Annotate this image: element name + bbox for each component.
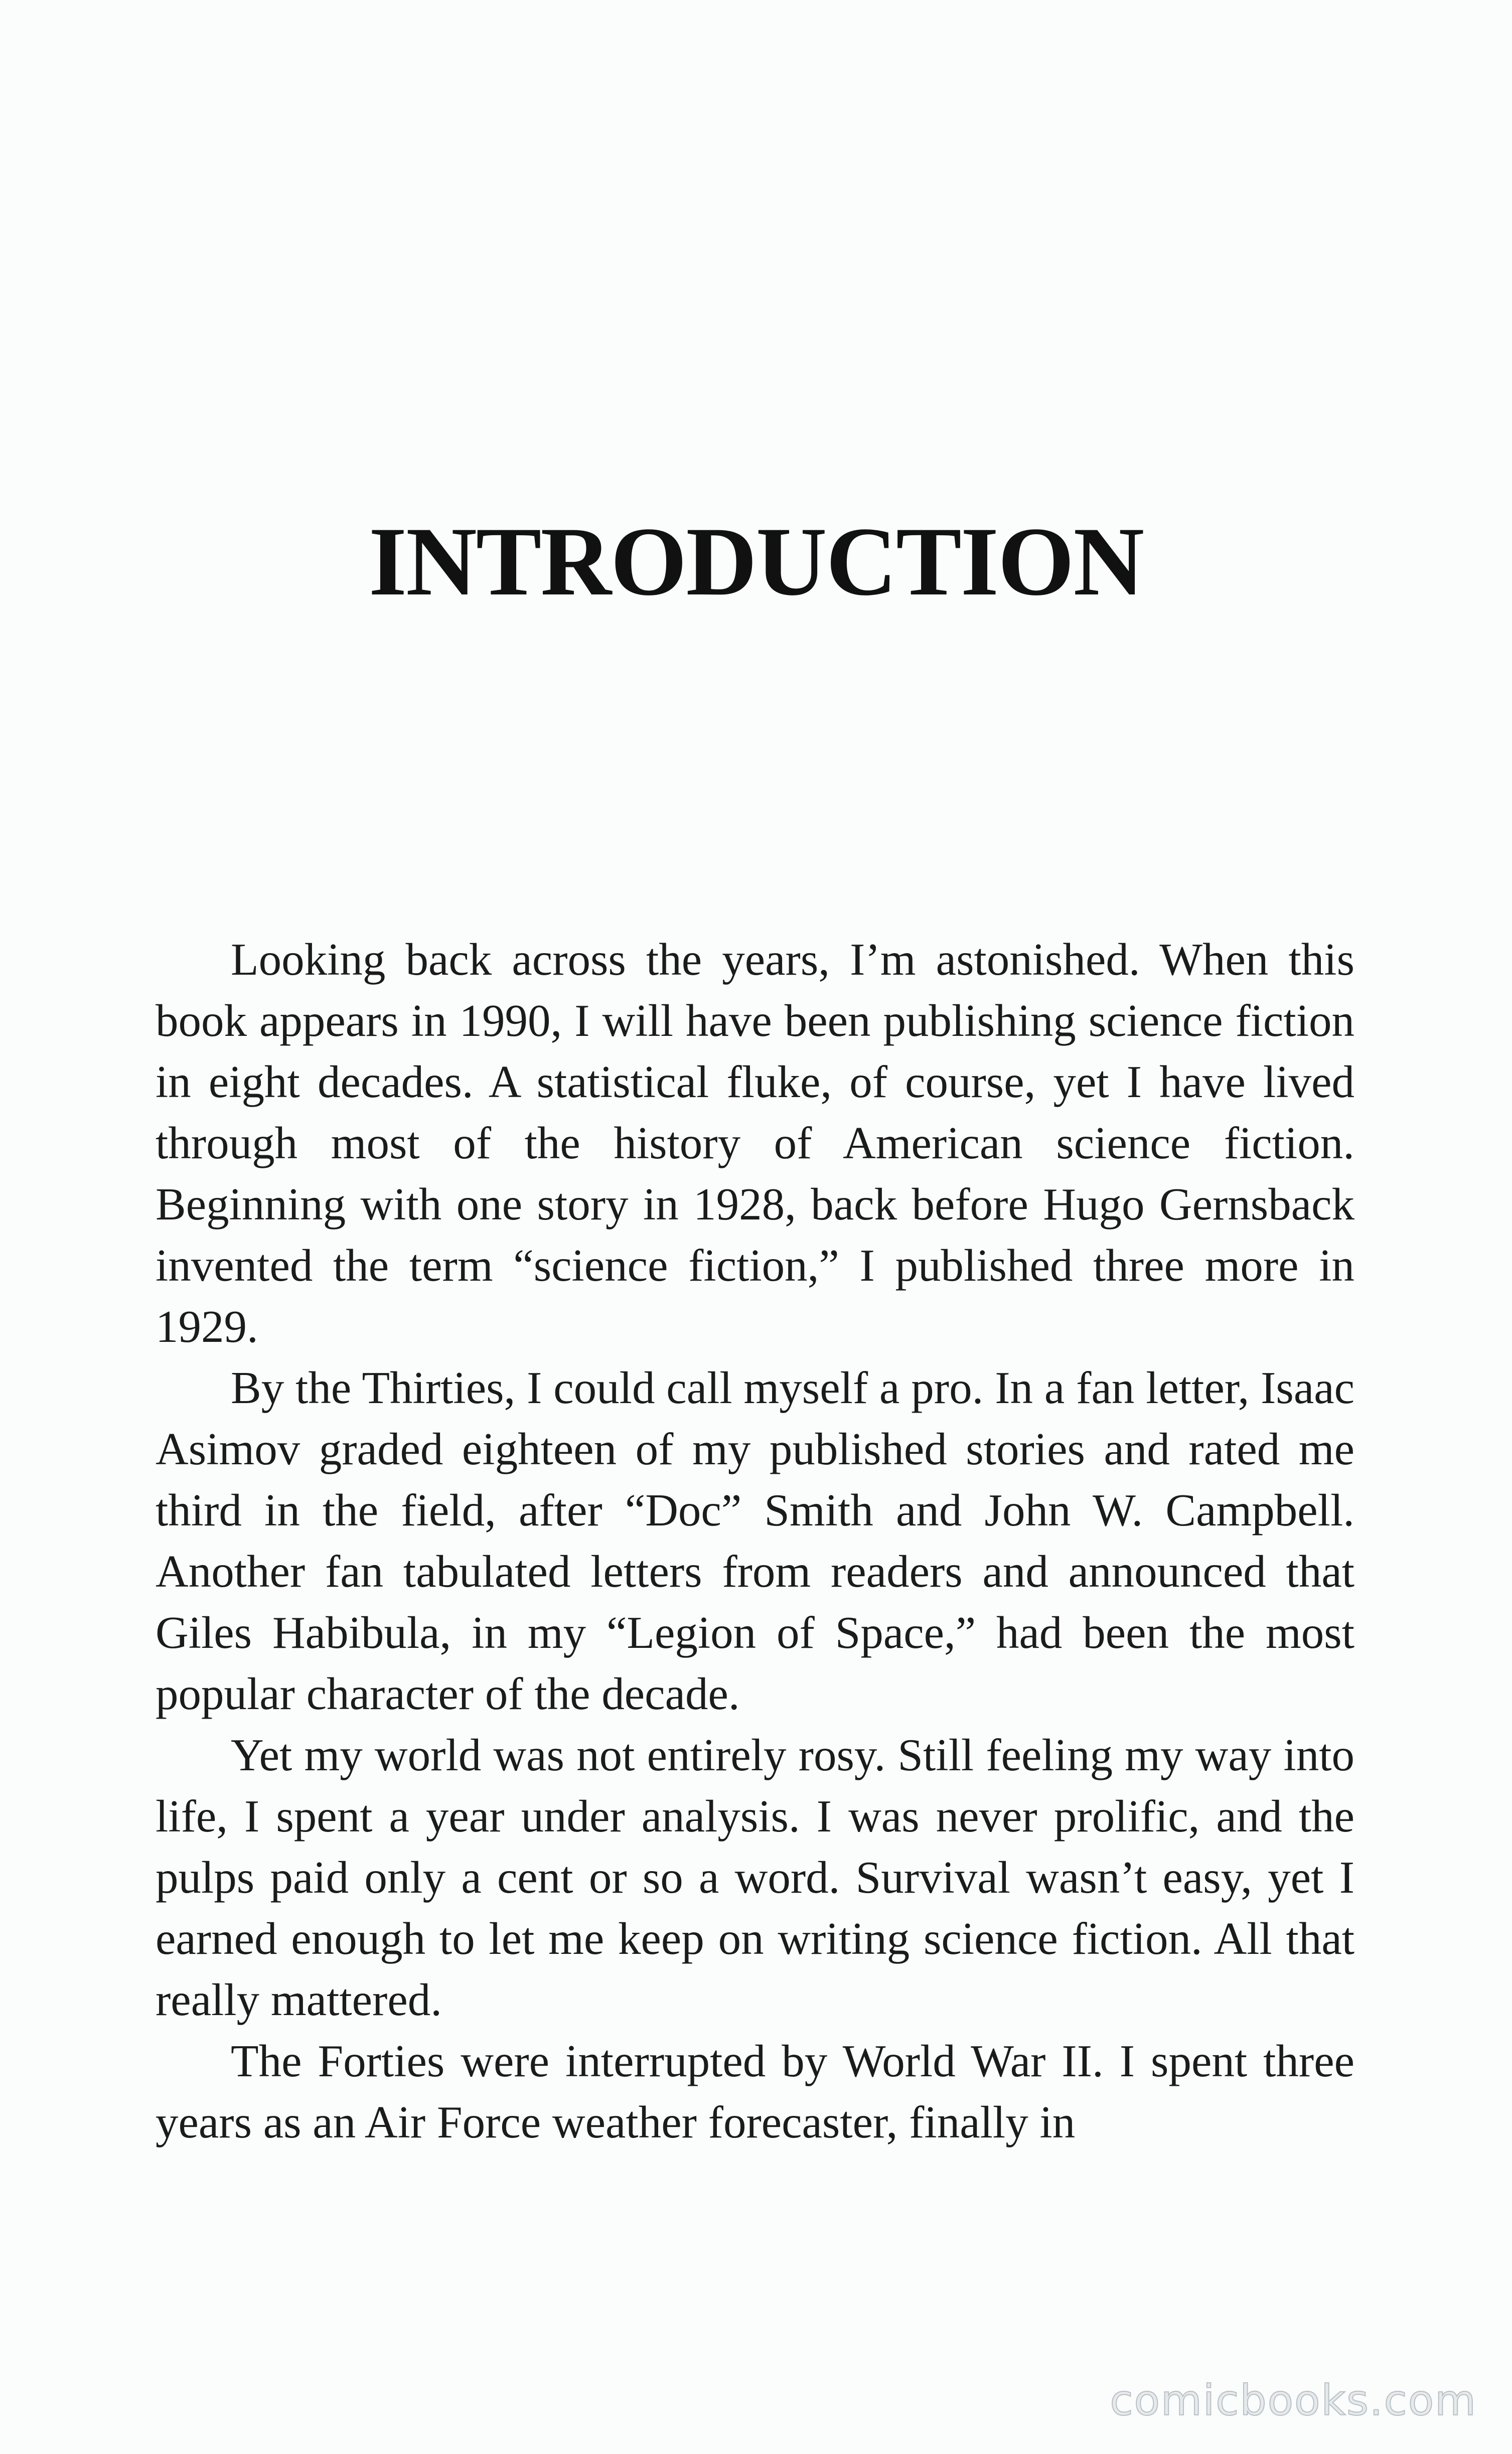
paragraph-4: The Forties were interrupted by World War II. I spent three years as an Air Force weather forecaster, finally in bbox=[156, 2036, 1354, 2148]
paragraph-1: Looking back across the years, I’m astonished. When this book appears in 1990, I will have been publishing science fiction in eight decades. A statistical fluke, of course, yet I have lived through most of the history of American science fiction. Beginning with one story in 1928, back before Hugo Gernsback invented the term “science fiction,” I published three more in 1929. bbox=[156, 934, 1354, 1352]
page-title: INTRODUCTION bbox=[368, 507, 1144, 616]
body-text bbox=[156, 929, 1354, 2153]
watermark: comicbooks.com bbox=[1110, 2376, 1477, 2425]
paragraph-3: Yet my world was not entirely rosy. Still feeling my way into life, I spent a year under analysis. I was never prolific, and the pulps paid only a cent or so a word. Survival wasn’t easy, yet I earned enough to let me keep on writing science fiction. All that really mattered. bbox=[156, 1730, 1354, 2025]
paragraph-2: By the Thirties, I could call myself a pro. In a fan letter, Isaac Asimov graded eighteen of my published stories and rated me third in the field, after “Doc” Smith and John W. Campbell. Another fan tabulated letters from readers and announced that Giles Habibula, in my “Legion of Space,” had been the most popular character of the decade. bbox=[156, 1362, 1354, 1719]
